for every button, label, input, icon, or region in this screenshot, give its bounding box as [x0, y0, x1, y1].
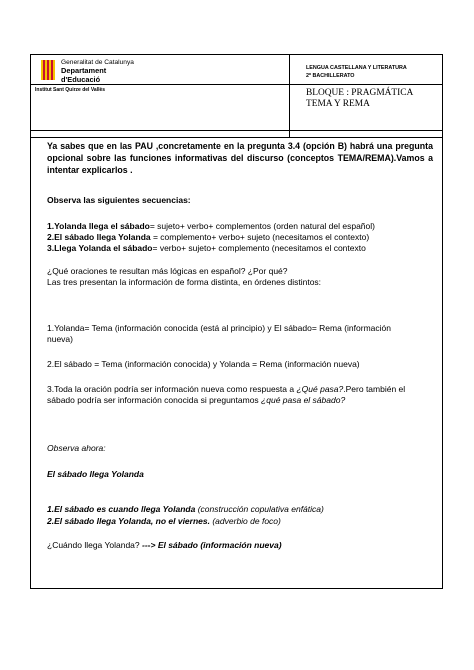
sequence-1-sentence: 1.Yolanda llega el sábado [47, 221, 150, 231]
sequence-3 [47, 243, 433, 254]
header-divider-vertical [289, 55, 290, 137]
sequence-2 [47, 232, 433, 243]
header-divider-horizontal [31, 84, 442, 85]
example-2 [47, 516, 433, 527]
block-title: BLOQUE : PRAGMÁTICA [306, 88, 414, 98]
example-sentence: El sábado llega Yolanda [47, 469, 144, 479]
catalan-flag-icon [41, 60, 55, 80]
sequence-2-structure: = complemento+ verbo+ sujeto (necesitamos el contexto) [150, 232, 370, 242]
point-3-line-1 [47, 384, 433, 395]
final-question-line [47, 540, 433, 551]
point-1-line-1: 1.Yolanda= Tema (información conocida (está al principio) y El sábado= Rema (información [47, 323, 391, 333]
sequence-1 [47, 221, 433, 232]
document-header [30, 54, 443, 138]
point-3-text-a: 3.Toda la oración podría ser información nueva como respuesta a [47, 384, 297, 394]
sequence-3-sentence: 3.Llega Yolanda el sábado [47, 243, 153, 253]
present-line: Las tres presentan la información de forma distinta, en órdenes distintos: [47, 277, 322, 287]
sequence-2-sentence: 2.El sábado llega Yolanda [47, 232, 151, 242]
point-2: 2.El sábado = Tema (información conocida) y Yolanda = Rema (información nueva) [47, 359, 360, 369]
point-3-line-2 [47, 395, 433, 406]
logo-line-1: Generalitat de Catalunya [61, 59, 134, 66]
final-answer: ---> El sábado (información nueva) [142, 540, 282, 550]
sequence-3-structure: = verbo+ sujeto+ complemento (necesitamos el contexto [152, 243, 366, 253]
intro-paragraph: Ya sabes que en las PAU ,concretamente en la pregunta 3.4 (opción B) habrá una pregunta opcional sobre las funciones informativas del discurso (conceptos TEMA/REMA).Vamos a intentar explicarlos . [47, 141, 433, 175]
logo-text [61, 59, 134, 84]
final-question: ¿Cuándo llega Yolanda? [47, 540, 142, 550]
example-1-sentence: 1.El sábado es cuando llega Yolanda [47, 504, 196, 514]
observe-heading: Observa las siguientes secuencias: [47, 195, 191, 205]
content-box [30, 130, 443, 589]
course-info [306, 64, 407, 80]
point-3-question-2: ¿qué pasa el sábado? [261, 395, 346, 405]
course-level: 2º BACHILLERATO [306, 73, 355, 79]
question-line: ¿Qué oraciones te resultan más lógicas en español? ¿Por qué? [47, 266, 288, 276]
point-1-line-2: nueva) [47, 334, 73, 344]
example-2-note: (adverbio de foco) [209, 516, 281, 526]
logo-line-3: d'Educació [61, 74, 101, 84]
example-1-note: (construcción copulativa enfática) [195, 504, 324, 514]
point-3-question: ¿Qué pasa? [296, 384, 344, 394]
course-subject: LENGUA CASTELLANA Y LITERATURA [306, 65, 407, 71]
block-info [306, 88, 413, 110]
observe-now: Observa ahora: [47, 443, 106, 453]
example-2-sentence: 2.El sábado llega Yolanda, no el viernes. [47, 516, 210, 526]
example-1 [47, 504, 433, 515]
sequence-1-structure: = sujeto+ verbo+ complementos (orden natural del español) [149, 221, 375, 231]
block-topic: TEMA Y REMA [306, 99, 370, 109]
school-name: Institut Sant Quirze del Vallès [35, 87, 106, 93]
point-3-text-c: sábado podría ser información conocida si preguntamos [47, 395, 262, 405]
point-3-text-b: .Pero también el [343, 384, 406, 394]
logo-line-2: Departament [61, 66, 107, 75]
